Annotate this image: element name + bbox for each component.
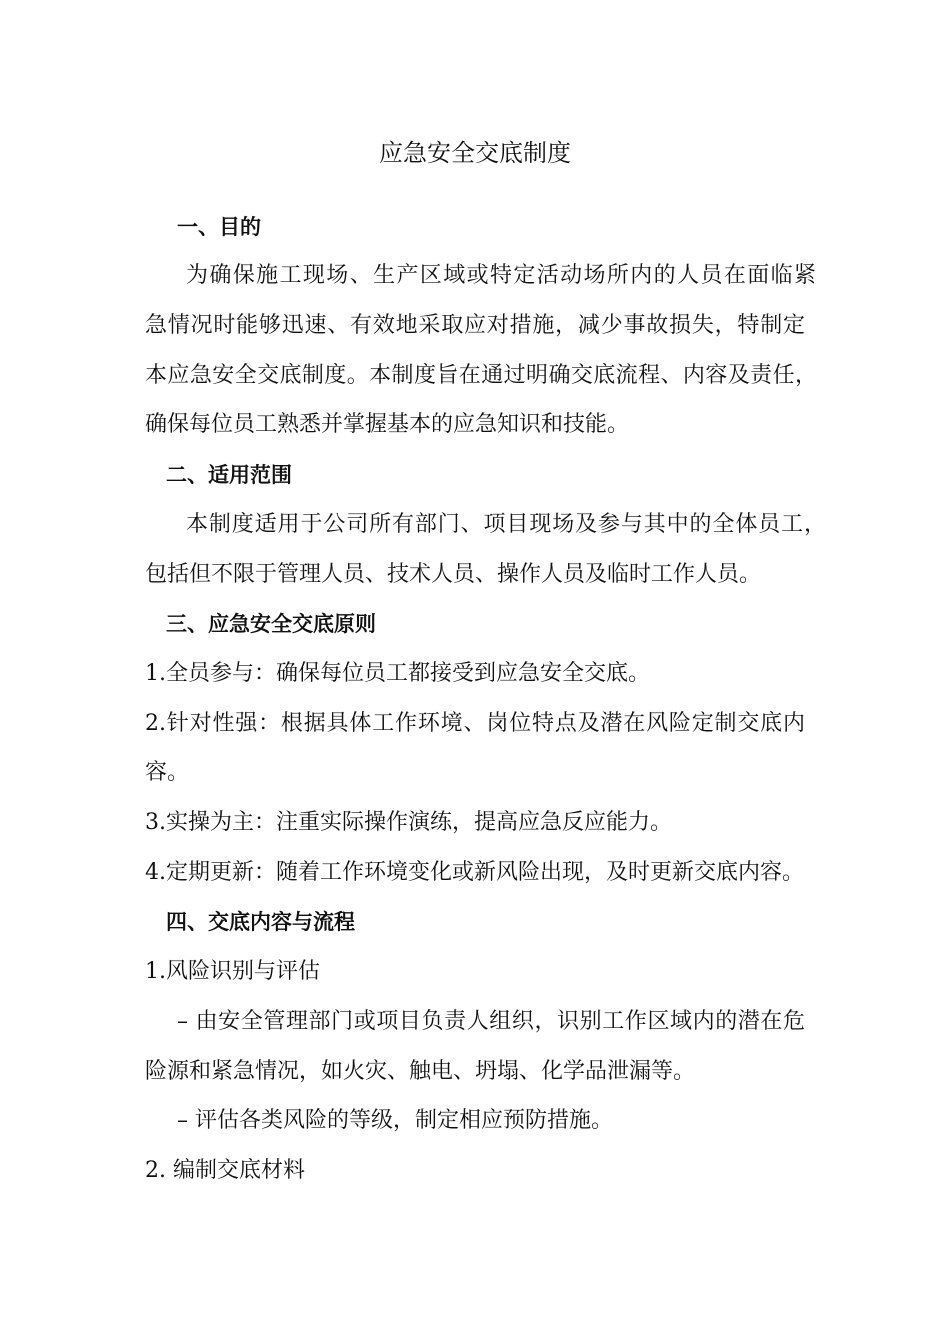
paragraph-line: 包括但不限于管理人员、技术人员、操作人员及临时工作人员。 [145,562,762,587]
paragraph-line: 本应急安全交底制度。本制度旨在通过明确交底流程、内容及责任， [145,363,817,388]
sub-item: – 由安全管理部门或项目负责人组织，识别工作区域内的潜在危 [177,1009,805,1034]
sub-item: – 评估各类风险的等级，制定相应预防措施。 [177,1108,613,1133]
list-item: 3.实操为主：注重实际操作演练，提高应急反应能力。 [145,810,672,835]
paragraph-line: 本制度适用于公司所有部门、项目现场及参与其中的全体员工， [186,512,826,537]
document-title: 应急安全交底制度 [379,139,571,167]
section-heading-principles: 三、应急安全交底原则 [166,612,376,636]
list-item-continuation: 容。 [145,760,190,785]
list-item: 4.定期更新：随着工作环境变化或新风险出现，及时更新交底内容。 [145,860,804,885]
paragraph-line: 确保每位员工熟悉并掌握基本的应急知识和技能。 [145,412,630,437]
paragraph-line: 急情况时能够迅速、有效地采取应对措施，减少事故损失，特制定 [145,313,805,338]
sub-item-continuation: 险源和紧急情况，如火灾、触电、坍塌、化学品泄漏等。 [145,1059,696,1084]
list-item: 2. 编制交底材料 [145,1158,305,1183]
section-heading-scope: 二、适用范围 [166,463,292,487]
list-item: 2.针对性强：根据具体工作环境、岗位特点及潜在风险定制交底内 [145,711,805,736]
list-item: 1.风险识别与评估 [145,959,320,984]
section-heading-content-process: 四、交底内容与流程 [166,910,355,934]
list-item: 1.全员参与：确保每位员工都接受到应急安全交底。 [145,661,650,686]
paragraph-line: 为确保施工现场、生产区域或特定活动场所内的人员在面临紧 [186,263,816,288]
section-heading-purpose: 一、目的 [177,215,261,239]
